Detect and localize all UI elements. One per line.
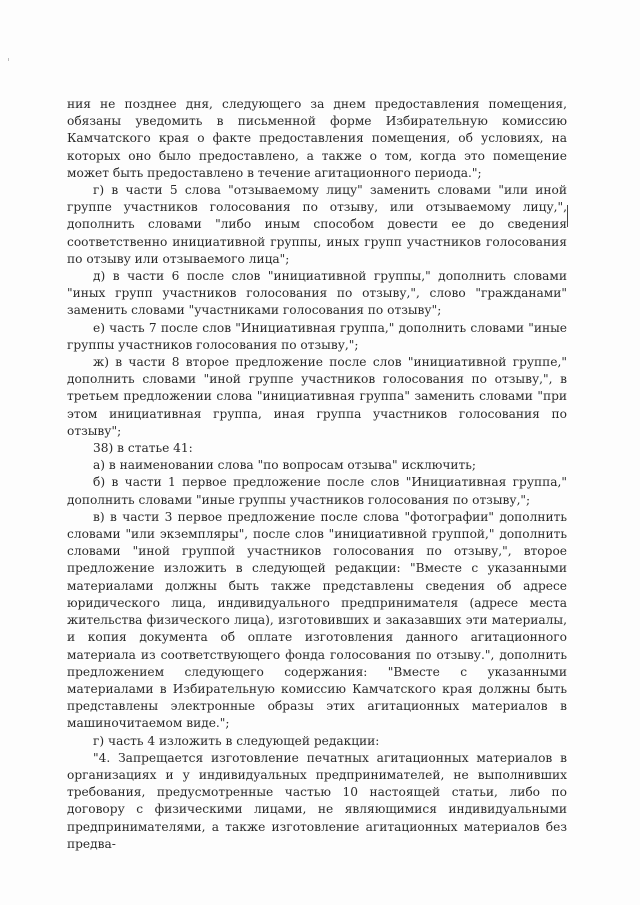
paragraph: ния не позднее дня, следующего за днем предоставления помещения, обязаны уведомить в письменной форме Избирательную комиссию Камчатского края о факте предоставления помещения, об условиях, на которых оно было предоставлено, а также о том, когда это помещение может быть предоставлено в течение агитационного периода."; — [67, 97, 567, 180]
paragraph: "4. Запрещается изготовление печатных агитационных материалов в организациях и у индивидуальных предпринимателей, не выполнивших требования, предусмотренные частью 10 настоящей статьи, либо по договору с физическими лицами, не являющимися индивидуальными предпринимателями, а также изготовление агитационных материалов без предва- — [67, 750, 567, 851]
scan-artifact-mark — [8, 58, 9, 61]
paragraph: в) в части 3 первое предложение после слова "фотографии" дополнить словами "или экземпляры", после слов "инициативной группой," дополнить словами "иной группой участников голосования по отзыву,", второе предложение изложить в следующей редакции: "Вместе с указанными материалами должны быть также представлены сведения об адресе юридического лица, индивидуального предпринимателя (адресе места жительства физического лица), изготовивших и заказавших эти материалы, и копия документа об оплате изготовления данного агитационного материала из соответствующего фонда голосования по отзыву.", дополнить предложением следующего содержания: "Вместе с указанными материалами в Избирательную комиссию Камчатского края должны быть представлены электронные образы этих агитационных материалов в машиночитаемом виде."; — [67, 509, 567, 731]
document-body — [67, 96, 567, 853]
paragraph: 38) в статье 41: — [93, 441, 193, 456]
paragraph: а) в наименовании слова "по вопросам отзыва" исключить; — [93, 458, 477, 473]
paragraph: г) в части 5 слова "отзываемому лицу" заменить словами "или иной группе участников голосования по отзыву, или отзываемому лицу,", дополнить словами "либо иным способом довести ее до сведения соответственно инициативной группы, иных групп участников голосования по отзыву или отзываемого лица"; — [67, 183, 567, 266]
paragraph: г) часть 4 изложить в следующей редакции: — [93, 733, 380, 748]
paragraph: е) часть 7 после слов "Инициативная группа," дополнить словами "иные группы участников голосования по отзыву,"; — [67, 320, 567, 352]
margin-mark — [567, 205, 568, 227]
paragraph: ж) в части 8 второе предложение после слов "инициативной группе," дополнить словами "иной группе участников голосования по отзыву,", в третьем предложении слова "инициативная группа" заменить словами "при этом инициативная группа, иная группа участников голосования по отзыву"; — [67, 355, 567, 438]
paragraph: д) в части 6 после слов "инициативной группы," дополнить словами "иных групп участников голосования по отзыву,", слово "гражданами" заменить словами "участниками голосования по отзыву"; — [67, 269, 567, 318]
paragraph: б) в части 1 первое предложение после слов "Инициативная группа," дополнить словами "иные группы участников голосования по отзыву,"; — [67, 475, 567, 507]
